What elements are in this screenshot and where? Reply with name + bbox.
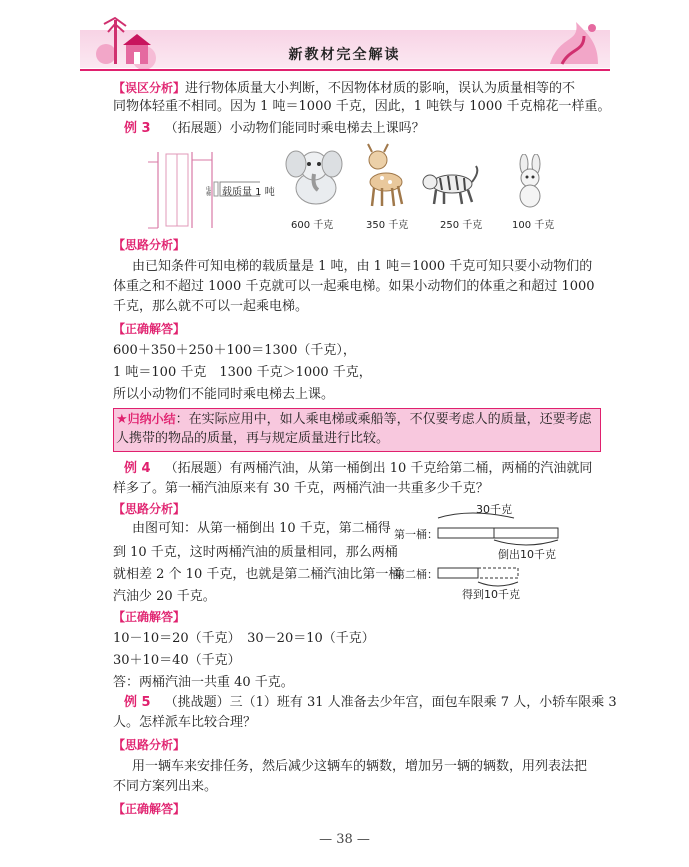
summary-tag: 归纳小结 bbox=[127, 412, 176, 426]
example3-analysis-line-1: 由已知条件可知电梯的载质量是 1 吨，由 1 吨＝1000 千克可知只要小动物们的 bbox=[132, 259, 593, 274]
example3-question: （拓展题）小动物们能同时乘电梯去上课吗？ bbox=[164, 121, 425, 136]
elevator-tiny-label: 电梯 bbox=[205, 186, 211, 196]
summary-line-2: 人携带的物品的质量，再与规定质量进行比较。 bbox=[116, 431, 390, 446]
example4-question-line-1 bbox=[124, 460, 592, 478]
example5-label: 例 5 bbox=[124, 695, 151, 710]
summary-line-1 bbox=[116, 410, 592, 429]
example3-question-line bbox=[124, 120, 425, 138]
example5-analysis-line-1: 用一辆车来安排任务，然后减少这辆车的辆数，增加另一辆的辆数，用列表法把 bbox=[132, 759, 588, 774]
example5-answer-tag: 【正确解答】 bbox=[113, 802, 186, 816]
example3-analysis-tag: 【思路分析】 bbox=[113, 238, 186, 252]
example4-label: 例 4 bbox=[124, 461, 151, 476]
example4-answer-tag: 【正确解答】 bbox=[113, 610, 186, 624]
example4-analysis-tag: 【思路分析】 bbox=[113, 502, 186, 516]
elevator-sign: 载质量 1 吨 bbox=[222, 187, 275, 198]
example5-question-1: （挑战题）三（1）班有 31 人准备去少年宫，面包车限乘 7 人，小轿车限乘 3 bbox=[164, 695, 617, 710]
example4-question-1: （拓展题）有两桶汽油，从第一桶倒出 10 千克给第二桶，两桶的汽油就同 bbox=[164, 461, 593, 476]
example4-answer-line-2: 30＋10＝40（千克） bbox=[113, 653, 241, 668]
diagram-total-label: 30千克 bbox=[476, 503, 512, 516]
example3-answer-line-3: 所以小动物们不能同时乘电梯去上课。 bbox=[113, 387, 335, 402]
rabbit-illustration bbox=[510, 154, 550, 210]
example4-question-line-2: 样多了。第一桶汽油原来有 30 千克，两桶汽油一共重多少千克？ bbox=[113, 481, 489, 496]
error-analysis-tag: 【误区分析】 bbox=[113, 81, 186, 95]
example3-label: 例 3 bbox=[124, 121, 151, 136]
example4-analysis-line-4: 汽油少 20 千克。 bbox=[113, 589, 216, 604]
example4-analysis-line-3: 就相差 2 个 10 千克，也就是第二桶汽油比第一桶 bbox=[113, 567, 402, 582]
star-icon: ★ bbox=[116, 412, 128, 427]
example5-analysis-tag: 【思路分析】 bbox=[113, 738, 186, 752]
animal-weight-elephant: 600 千克 bbox=[291, 220, 334, 231]
elephant-illustration bbox=[284, 146, 346, 210]
header-title: 新教材完全解读 bbox=[288, 47, 401, 63]
animal-weight-tiger: 250 千克 bbox=[440, 220, 483, 231]
error-analysis-line-1 bbox=[113, 79, 575, 98]
example4-analysis-line-1: 由图可知：从第一桶倒出 10 千克，第二桶得 bbox=[132, 521, 391, 536]
example4-analysis-line-2: 到 10 千克，这时两桶汽油的质量相同，那么两桶 bbox=[113, 545, 398, 560]
animal-weight-deer: 350 千克 bbox=[366, 220, 409, 231]
example3-answer-tag: 【正确解答】 bbox=[113, 322, 186, 336]
error-analysis-text-1: 进行物体质量大小判断，不因物体材质的影响，误认为质量相等的不 bbox=[185, 81, 576, 96]
diagram-received-label: 得到10千克 bbox=[462, 588, 520, 601]
error-analysis-line-2: 同物体轻重不相同。因为 1 吨＝1000 千克，因此，1 吨铁与 1000 千克棉花一样重。 bbox=[113, 99, 611, 114]
example5-question-line-1 bbox=[124, 694, 617, 712]
diagram-poured-label: 倒出10千克 bbox=[498, 548, 556, 561]
tiger-illustration bbox=[420, 160, 480, 210]
diagram-bucket1-label: 第一桶： bbox=[394, 528, 438, 541]
example3-analysis-line-2: 体重之和不超过 1000 千克就可以一起乘电梯。如果小动物们的体重之和超过 1000 bbox=[113, 279, 595, 294]
animal-weight-rabbit: 100 千克 bbox=[512, 220, 555, 231]
example5-question-line-2: 人。怎样派车比较合理？ bbox=[113, 715, 257, 730]
summary-text-1: ：在实际应用中，如人乘电梯或乘船等，不仅要考虑人的质量，还要考虑 bbox=[175, 412, 592, 427]
example3-analysis-line-3: 千克，那么就不可以一起乘电梯。 bbox=[113, 299, 309, 314]
example4-answer-line-1: 10－10＝20（千克） 30－20＝10（千克） bbox=[113, 631, 375, 646]
example3-answer-line-2: 1 吨＝100 千克 1300 千克＞1000 千克， bbox=[113, 365, 372, 380]
example5-analysis-line-2: 不同方案列出来。 bbox=[113, 779, 218, 794]
header-rule bbox=[80, 69, 610, 71]
page-number: — 38 — bbox=[319, 832, 370, 847]
diagram-bucket2-label: 第二桶： bbox=[394, 568, 438, 581]
example3-answer-line-1: 600＋350＋250＋100＝1300（千克）， bbox=[113, 343, 356, 358]
example4-answer-line-3: 答：两桶汽油一共重 40 千克。 bbox=[113, 675, 294, 690]
deer-illustration bbox=[356, 142, 412, 210]
